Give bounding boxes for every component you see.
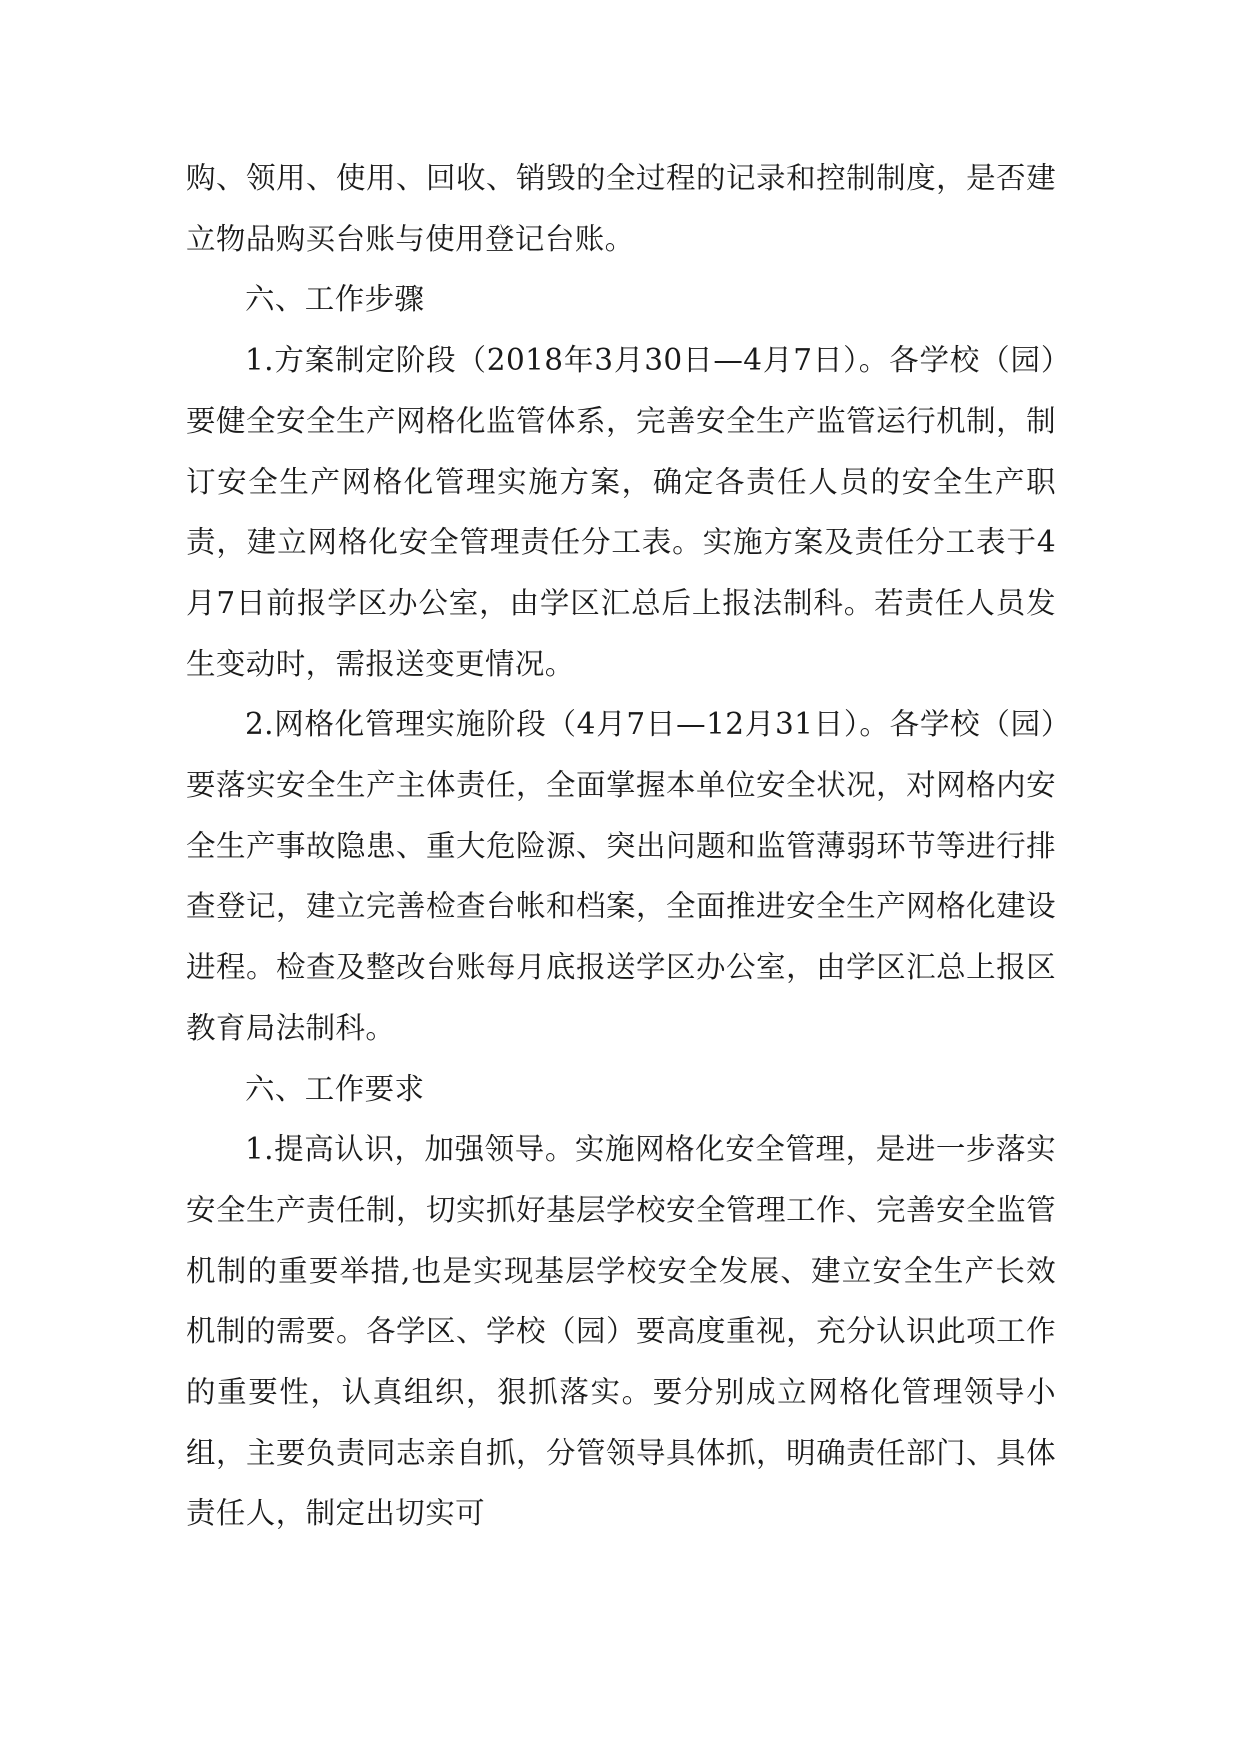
- section-heading-work-steps: 六、工作步骤: [245, 282, 425, 317]
- paragraph-continuation: 购、领用、使用、回收、销毁的全过程的记录和控制制度，是否建立物品购买台账与使用登记台账。: [186, 161, 1056, 256]
- paragraph-requirement-1: 1.提高认识，加强领导。实施网格化安全管理，是进一步落实安全生产责任制，切实抓好基层学校安全管理工作、完善安全监管机制的重要举措,也是实现基层学校安全发展、建立安全生产长效机制的需要。各学区、学校（园）要高度重视，充分认识此项工作的重要性，认真组织，狠抓落实。要分别成立网格化管理领导小组，主要负责同志亲自抓，分管领导具体抓，明确责任部门、具体责任人，制定出切实可: [186, 1132, 1056, 1531]
- document-body: [186, 148, 1056, 1544]
- paragraph-step-1-plan: 1.方案制定阶段（2018年3月30日—4月7日）。各学校（园）要健全安全生产网格化监管体系，完善安全生产监管运行机制，制订安全生产网格化管理实施方案，确定各责任人员的安全生产职责，建立网格化安全管理责任分工表。实施方案及责任分工表于4月7日前报学区办公室，由学区汇总后上报法制科。若责任人员发生变动时，需报送变更情况。: [186, 343, 1056, 681]
- paragraph-step-2-implementation: 2.网格化管理实施阶段（4月7日—12月31日）。各学校（园）要落实安全生产主体责任，全面掌握本单位安全状况，对网格内安全生产事故隐患、重大危险源、突出问题和监管薄弱环节等进行排查登记，建立完善检查台帐和档案，全面推进安全生产网格化建设进程。检查及整改台账每月底报送学区办公室，由学区汇总上报区教育局法制科。: [186, 707, 1056, 1045]
- section-heading-work-requirements: 六、工作要求: [245, 1071, 425, 1106]
